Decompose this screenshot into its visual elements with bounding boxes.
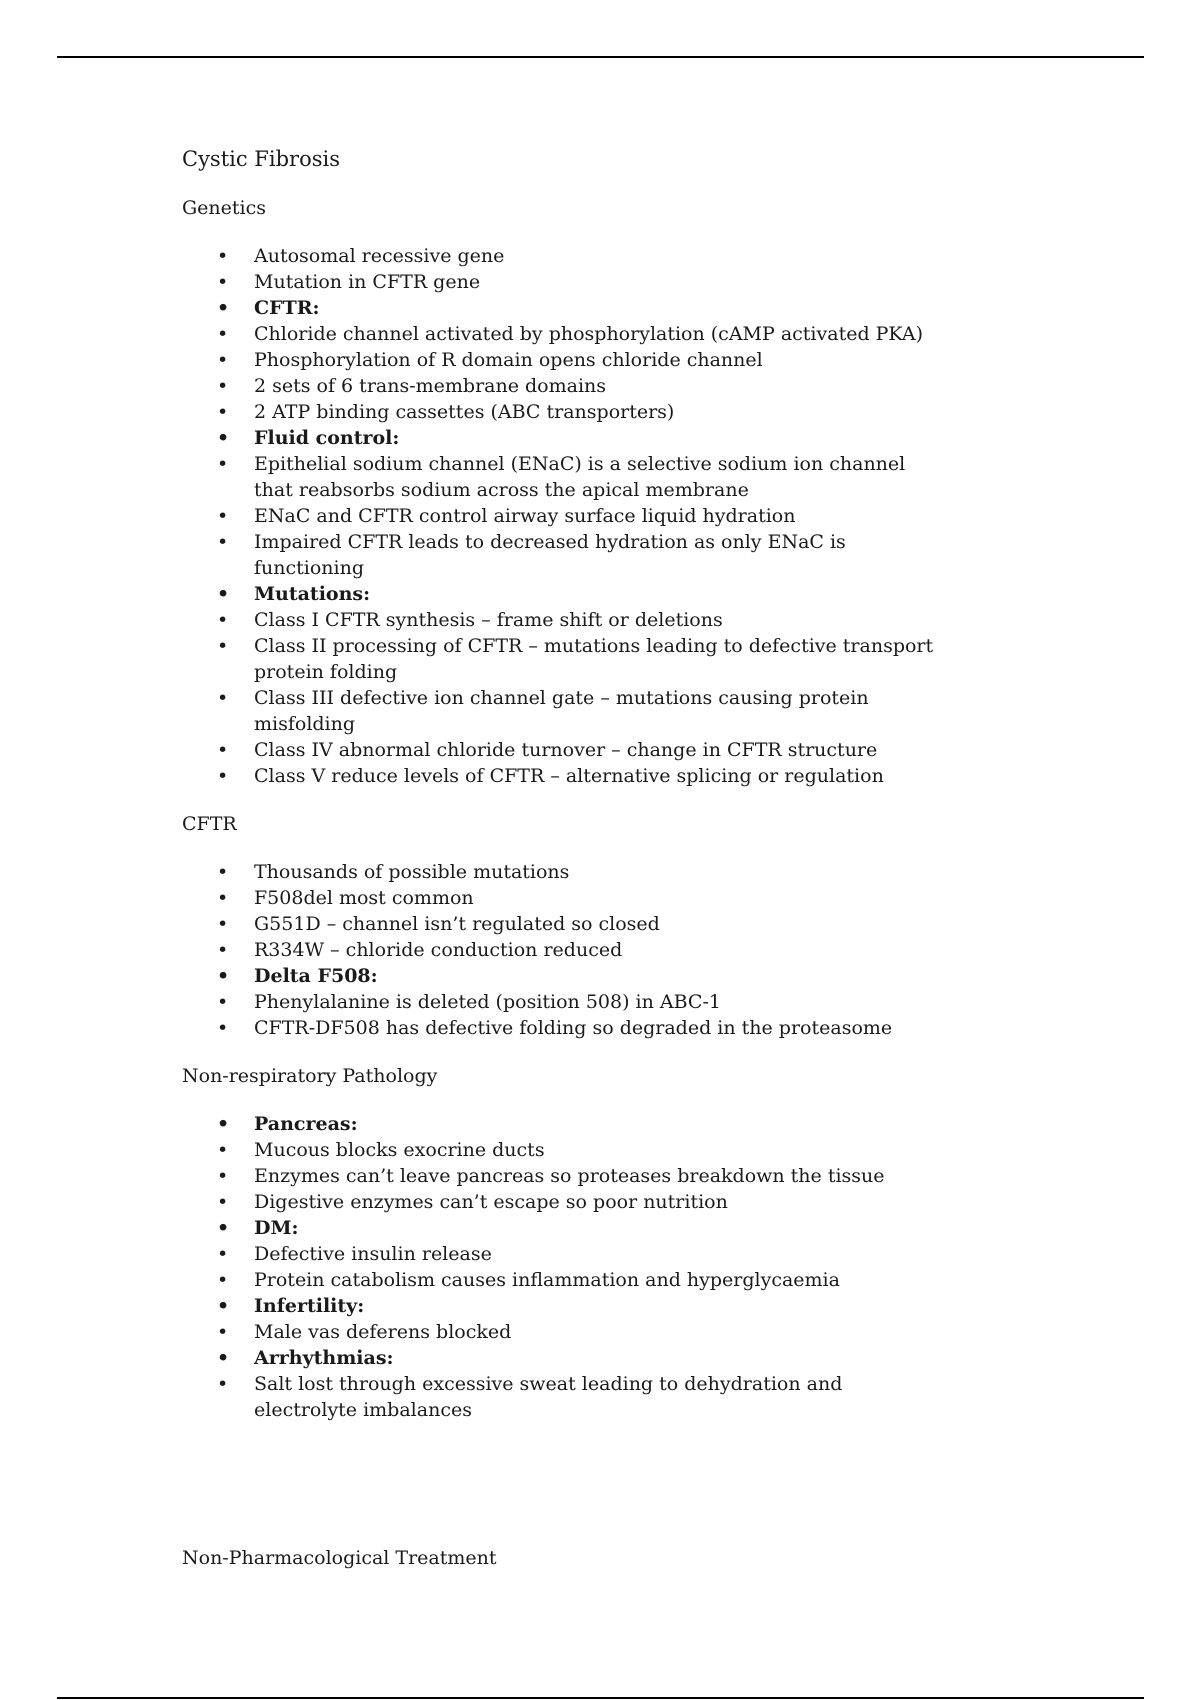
bullet-subheading: • DM: xyxy=(182,1215,934,1241)
bullet-subheading: • Fluid control: xyxy=(182,425,934,451)
bullet-item: • R334W – chloride conduction reduced xyxy=(182,937,934,963)
bullet-item: • Male vas deferens blocked xyxy=(182,1319,934,1345)
bullet-item: • Phosphorylation of R domain opens chloride channel xyxy=(182,347,934,373)
sections-container xyxy=(182,195,1082,1571)
bullet-item: • 2 ATP binding cassettes (ABC transporters) xyxy=(182,399,934,425)
bullet-item: • Salt lost through excessive sweat leading to dehydration and electrolyte imbalances xyxy=(182,1371,934,1423)
bullet-item: • Class IV abnormal chloride turnover – change in CFTR structure xyxy=(182,737,934,763)
bullet-item: • Class V reduce levels of CFTR – alternative splicing or regulation xyxy=(182,763,934,789)
bullet-subheading: • Arrhythmias: xyxy=(182,1345,934,1371)
bullet-item: • Class I CFTR synthesis – frame shift or deletions xyxy=(182,607,934,633)
bullet-item: • Digestive enzymes can’t escape so poor nutrition xyxy=(182,1189,934,1215)
bullet-item: • Protein catabolism causes inflammation and hyperglycaemia xyxy=(182,1267,934,1293)
bullet-item: • Mutation in CFTR gene xyxy=(182,269,934,295)
bullet-item: • 2 sets of 6 trans-membrane domains xyxy=(182,373,934,399)
bullet-subheading: • Infertility: xyxy=(182,1293,934,1319)
bullet-item: • G551D – channel isn’t regulated so closed xyxy=(182,911,934,937)
section-heading: Genetics xyxy=(182,197,267,219)
bullet-subheading: • CFTR: xyxy=(182,295,934,321)
bullet-item: • Mucous blocks exocrine ducts xyxy=(182,1137,934,1163)
section-heading: CFTR xyxy=(182,813,237,835)
bullet-subheading: • Mutations: xyxy=(182,581,934,607)
bullet-item: • Enzymes can’t leave pancreas so proteases breakdown the tissue xyxy=(182,1163,934,1189)
section-spacer xyxy=(182,1445,1082,1545)
bullet-item: • CFTR-DF508 has defective folding so degraded in the proteasome xyxy=(182,1015,934,1041)
bullet-subheading: • Delta F508: xyxy=(182,963,934,989)
bullet-subheading: • Pancreas: xyxy=(182,1111,934,1137)
bullet-item: • Autosomal recessive gene xyxy=(182,243,934,269)
bullet-item: • Phenylalanine is deleted (position 508) in ABC-1 xyxy=(182,989,934,1015)
bullet-item: • Defective insulin release xyxy=(182,1241,934,1267)
bullet-item: • Thousands of possible mutations xyxy=(182,859,934,885)
bullet-item: • Epithelial sodium channel (ENaC) is a selective sodium ion channel that reabsorbs sodium across the apical membrane xyxy=(182,451,934,503)
bullet-item: • Chloride channel activated by phosphorylation (cAMP activated PKA) xyxy=(182,321,934,347)
document-title: Cystic Fibrosis xyxy=(182,147,340,171)
bullet-list xyxy=(182,243,1082,789)
bullet-item: • ENaC and CFTR control airway surface liquid hydration xyxy=(182,503,934,529)
document-body xyxy=(182,145,1082,1593)
bullet-list xyxy=(182,1111,1082,1423)
section-heading: Non-Pharmacological Treatment xyxy=(182,1547,497,1569)
bullet-list xyxy=(182,859,1082,1041)
bottom-page-rule xyxy=(57,1697,1144,1699)
bullet-item: • F508del most common xyxy=(182,885,934,911)
bullet-item: • Class II processing of CFTR – mutations leading to defective transport protein folding xyxy=(182,633,934,685)
bullet-item: • Class III defective ion channel gate – mutations causing protein misfolding xyxy=(182,685,934,737)
top-page-rule xyxy=(57,56,1144,58)
section-heading: Non-respiratory Pathology xyxy=(182,1065,438,1087)
bullet-item: • Impaired CFTR leads to decreased hydration as only ENaC is functioning xyxy=(182,529,934,581)
